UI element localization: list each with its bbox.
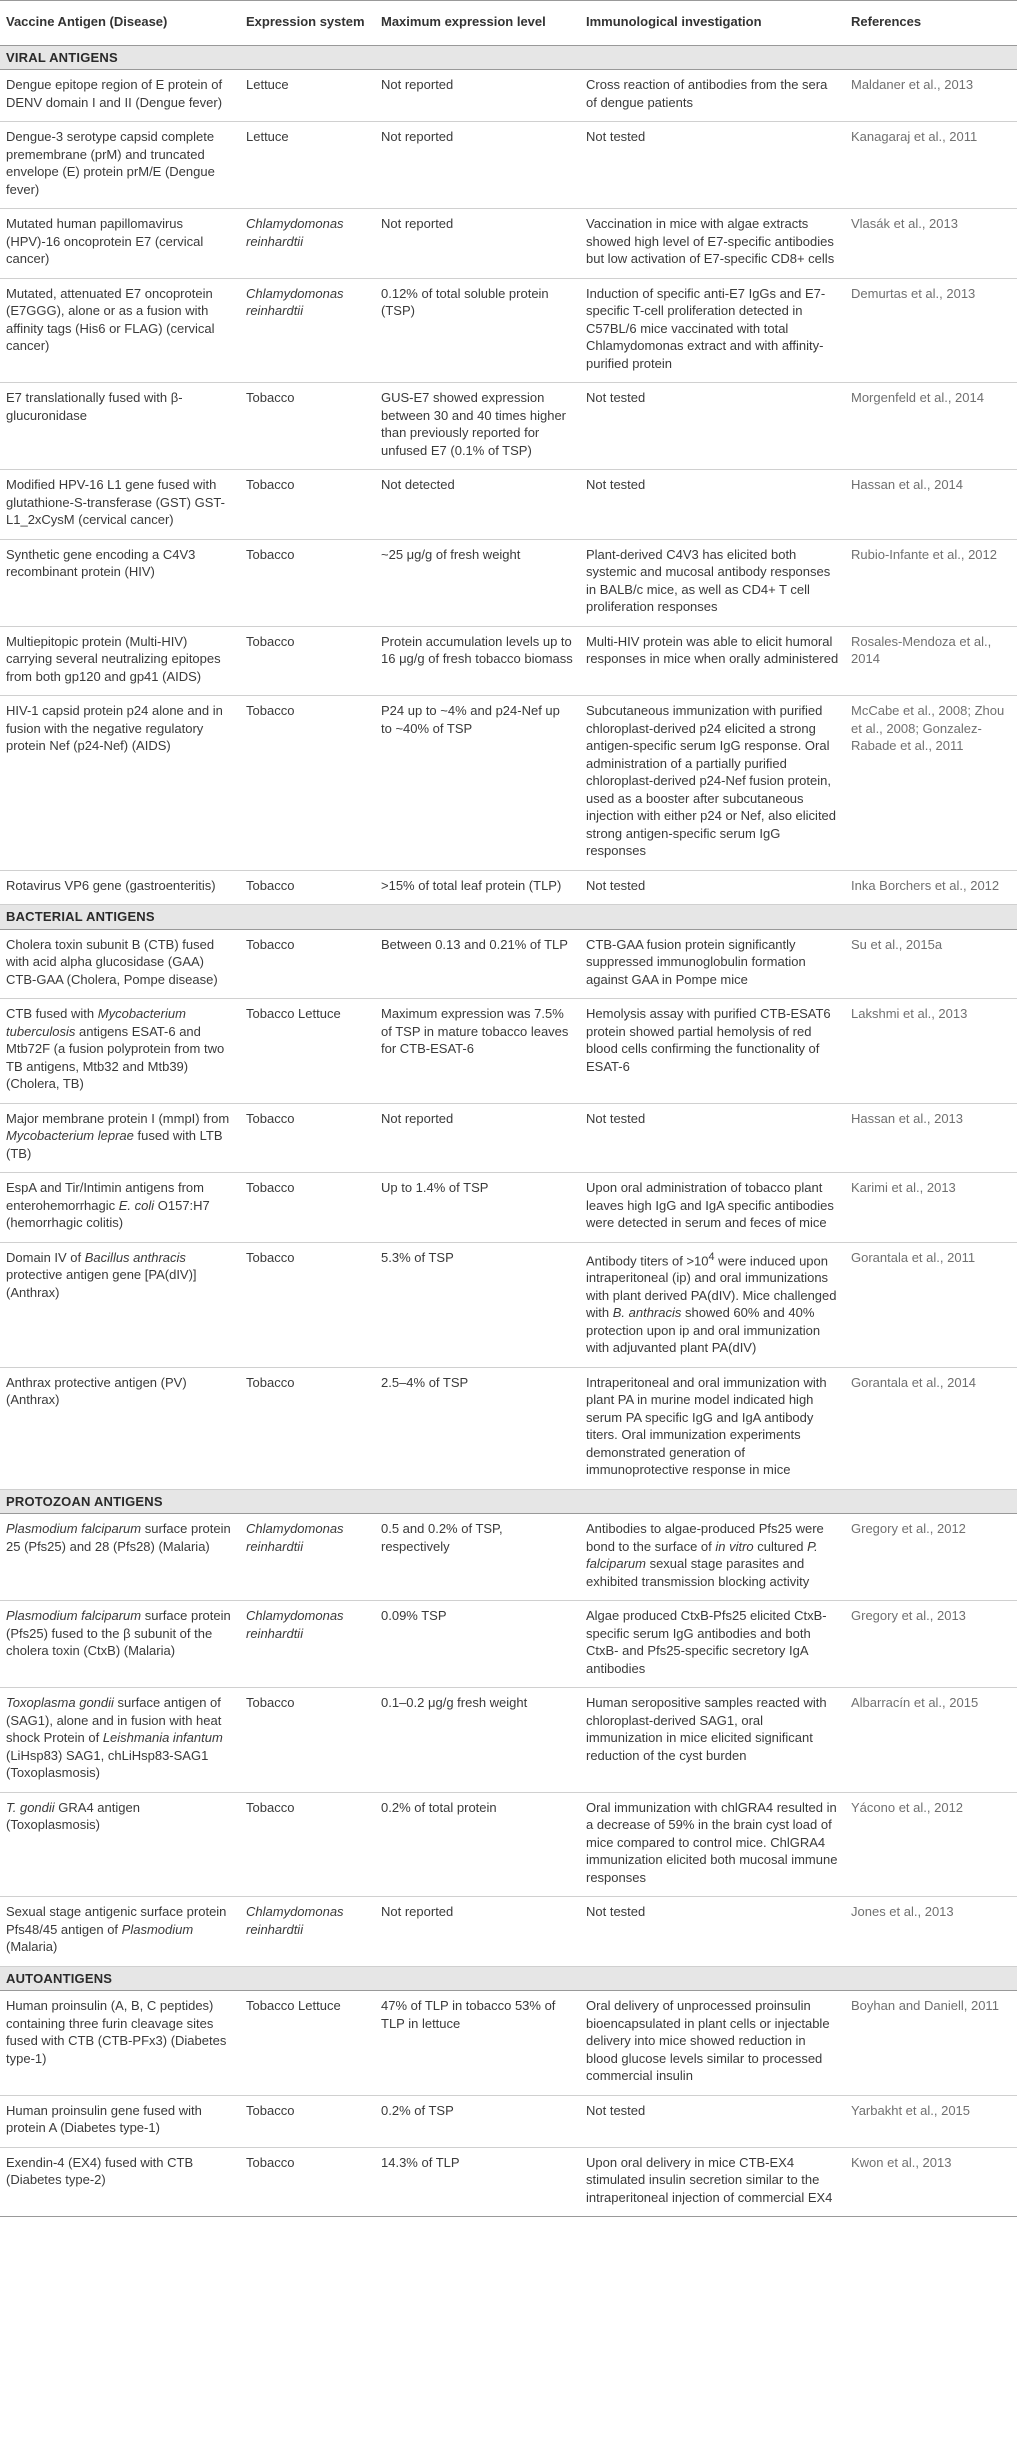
cell-expression-level: 5.3% of TSP: [375, 1242, 580, 1367]
cell-immunological-investigation: Not tested: [580, 2095, 845, 2147]
cell-immunological-investigation: Intraperitoneal and oral immunization with plant PA in murine model indicated high serum PA specific IgG and IgA antibody titers. Oral immunization experiments demonstrated generation of immunoprotective response in mice: [580, 1367, 845, 1489]
cell-expression-system: Chlamydomonas reinhardtii: [240, 1514, 375, 1601]
table-row: [0, 1514, 1017, 1601]
cell-expression-system: Chlamydomonas reinhardtii: [240, 1897, 375, 1967]
cell-expression-system: Tobacco: [240, 1103, 375, 1173]
cell-expression-level: Not reported: [375, 1897, 580, 1967]
section-title: AUTOANTIGENS: [0, 1966, 1017, 1991]
cell-expression-level: P24 up to ~4% and p24-Nef up to ~40% of TSP: [375, 696, 580, 871]
cell-immunological-investigation: CTB-GAA fusion protein significantly suppressed immunoglobulin formation against GAA in Pompe mice: [580, 929, 845, 999]
cell-antigen: Sexual stage antigenic surface protein Pfs48/45 antigen of Plasmodium (Malaria): [0, 1897, 240, 1967]
header-immunological-investigation: Immunological investigation: [580, 1, 845, 46]
cell-immunological-investigation: Vaccination in mice with algae extracts showed high level of E7-specific antibodies but low activation of E7-specific CD8+ cells: [580, 209, 845, 279]
cell-reference: Hassan et al., 2013: [845, 1103, 1017, 1173]
cell-reference: Gorantala et al., 2011: [845, 1242, 1017, 1367]
cell-antigen: E7 translationally fused with β-glucuronidase: [0, 383, 240, 470]
cell-reference: Kwon et al., 2013: [845, 2147, 1017, 2217]
cell-expression-level: 2.5–4% of TSP: [375, 1367, 580, 1489]
cell-expression-system: Chlamydomonas reinhardtii: [240, 209, 375, 279]
cell-expression-system: Tobacco: [240, 1792, 375, 1897]
cell-immunological-investigation: Oral delivery of unprocessed proinsulin bioencapsulated in plant cells or injectable delivery into mice showed reduction in blood glucose levels similar to processed commercial insulin: [580, 1991, 845, 2096]
cell-antigen: Rotavirus VP6 gene (gastroenteritis): [0, 870, 240, 905]
cell-reference: Hassan et al., 2014: [845, 470, 1017, 540]
cell-expression-system: Tobacco: [240, 539, 375, 626]
table-row: [0, 1103, 1017, 1173]
cell-antigen: Dengue epitope region of E protein of DENV domain I and II (Dengue fever): [0, 70, 240, 122]
cell-antigen: Dengue-3 serotype capsid complete premembrane (prM) and truncated envelope (E) protein prM/E (Dengue fever): [0, 122, 240, 209]
cell-immunological-investigation: Not tested: [580, 1897, 845, 1967]
cell-expression-system: Tobacco: [240, 470, 375, 540]
cell-expression-system: Chlamydomonas reinhardtii: [240, 278, 375, 383]
cell-expression-system: Tobacco: [240, 929, 375, 999]
cell-expression-system: Lettuce: [240, 122, 375, 209]
cell-reference: Gorantala et al., 2014: [845, 1367, 1017, 1489]
table-row: [0, 626, 1017, 696]
cell-reference: Gregory et al., 2012: [845, 1514, 1017, 1601]
cell-immunological-investigation: Upon oral administration of tobacco plant leaves high IgG and IgA specific antibodies were detected in serum and feces of mice: [580, 1173, 845, 1243]
table-row: [0, 470, 1017, 540]
cell-immunological-investigation: Not tested: [580, 122, 845, 209]
section-header-row: [0, 1489, 1017, 1514]
cell-expression-level: Not reported: [375, 1103, 580, 1173]
cell-expression-system: Tobacco: [240, 1173, 375, 1243]
cell-reference: Gregory et al., 2013: [845, 1601, 1017, 1688]
cell-expression-level: Not reported: [375, 209, 580, 279]
cell-expression-level: Protein accumulation levels up to 16 μg/g of fresh tobacco biomass: [375, 626, 580, 696]
section-header-row: [0, 45, 1017, 70]
cell-expression-level: Not reported: [375, 122, 580, 209]
cell-expression-system: Lettuce: [240, 70, 375, 122]
table-row: [0, 209, 1017, 279]
cell-antigen: Human proinsulin (A, B, C peptides) containing three furin cleavage sites fused with CTB (CTB-PFx3) (Diabetes type-1): [0, 1991, 240, 2096]
table-body: [0, 45, 1017, 2217]
cell-reference: Maldaner et al., 2013: [845, 70, 1017, 122]
section-title: VIRAL ANTIGENS: [0, 45, 1017, 70]
cell-immunological-investigation: Plant-derived C4V3 has elicited both systemic and mucosal antibody responses in BALB/c mice, as well as CD4+ T cell proliferation responses: [580, 539, 845, 626]
cell-antigen: Exendin-4 (EX4) fused with CTB (Diabetes type-2): [0, 2147, 240, 2217]
cell-expression-level: 0.12% of total soluble protein (TSP): [375, 278, 580, 383]
cell-reference: Su et al., 2015a: [845, 929, 1017, 999]
cell-expression-system: Tobacco: [240, 2095, 375, 2147]
cell-immunological-investigation: Not tested: [580, 383, 845, 470]
cell-expression-level: Maximum expression was 7.5% of TSP in mature tobacco leaves for CTB-ESAT-6: [375, 999, 580, 1104]
cell-expression-system: Tobacco: [240, 696, 375, 871]
cell-immunological-investigation: Not tested: [580, 1103, 845, 1173]
cell-expression-level: 47% of TLP in tobacco 53% of TLP in lettuce: [375, 1991, 580, 2096]
cell-reference: Albarracín et al., 2015: [845, 1688, 1017, 1793]
cell-antigen: Modified HPV-16 L1 gene fused with glutathione-S-transferase (GST) GST-L1_2xCysM (cervical cancer): [0, 470, 240, 540]
table-row: [0, 929, 1017, 999]
cell-expression-level: ~25 μg/g of fresh weight: [375, 539, 580, 626]
cell-expression-level: 0.2% of TSP: [375, 2095, 580, 2147]
table-row: [0, 1792, 1017, 1897]
table-row: [0, 2095, 1017, 2147]
table-row: [0, 1897, 1017, 1967]
cell-expression-level: Not detected: [375, 470, 580, 540]
cell-expression-system: Tobacco: [240, 626, 375, 696]
header-antigen: Vaccine Antigen (Disease): [0, 1, 240, 46]
cell-expression-level: 0.5 and 0.2% of TSP, respectively: [375, 1514, 580, 1601]
cell-expression-system: Tobacco: [240, 2147, 375, 2217]
cell-reference: Vlasák et al., 2013: [845, 209, 1017, 279]
cell-immunological-investigation: Not tested: [580, 470, 845, 540]
cell-antigen: Cholera toxin subunit B (CTB) fused with acid alpha glucosidase (GAA) CTB-GAA (Cholera, Pompe disease): [0, 929, 240, 999]
cell-expression-level: >15% of total leaf protein (TLP): [375, 870, 580, 905]
table-row: [0, 1367, 1017, 1489]
table-row: [0, 539, 1017, 626]
cell-expression-system: Tobacco Lettuce: [240, 1991, 375, 2096]
cell-reference: Jones et al., 2013: [845, 1897, 1017, 1967]
cell-antigen: Mutated human papillomavirus (HPV)-16 oncoprotein E7 (cervical cancer): [0, 209, 240, 279]
table-row: [0, 1991, 1017, 2096]
table-row: [0, 278, 1017, 383]
cell-antigen: Synthetic gene encoding a C4V3 recombinant protein (HIV): [0, 539, 240, 626]
table-row: [0, 1688, 1017, 1793]
cell-expression-system: Tobacco: [240, 1242, 375, 1367]
section-header-row: [0, 905, 1017, 930]
cell-expression-system: Tobacco: [240, 383, 375, 470]
section-title: BACTERIAL ANTIGENS: [0, 905, 1017, 930]
header-expression-system: Expression system: [240, 1, 375, 46]
cell-immunological-investigation: Hemolysis assay with purified CTB-ESAT6 protein showed partial hemolysis of red blood cells confirming the functionality of ESAT-6: [580, 999, 845, 1104]
table-row: [0, 1242, 1017, 1367]
table-row: [0, 870, 1017, 905]
table-row: [0, 999, 1017, 1104]
cell-reference: McCabe et al., 2008; Zhou et al., 2008; Gonzalez-Rabade et al., 2011: [845, 696, 1017, 871]
cell-antigen: Major membrane protein I (mmpI) from Mycobacterium leprae fused with LTB (TB): [0, 1103, 240, 1173]
cell-immunological-investigation: Upon oral delivery in mice CTB-EX4 stimulated insulin secretion similar to the intraperitoneal injection of commercial EX4: [580, 2147, 845, 2217]
cell-reference: Lakshmi et al., 2013: [845, 999, 1017, 1104]
cell-reference: Rosales-Mendoza et al., 2014: [845, 626, 1017, 696]
cell-reference: Karimi et al., 2013: [845, 1173, 1017, 1243]
cell-expression-level: Up to 1.4% of TSP: [375, 1173, 580, 1243]
cell-immunological-investigation: Algae produced CtxB-Pfs25 elicited CtxB-specific serum IgG antibodies and both CtxB- and Pfs25-specific secretory IgA antibodies: [580, 1601, 845, 1688]
cell-reference: Yarbakht et al., 2015: [845, 2095, 1017, 2147]
cell-antigen: Mutated, attenuated E7 oncoprotein (E7GGG), alone or as a fusion with affinity tags (His6 or FLAG) (cervical cancer): [0, 278, 240, 383]
cell-reference: Demurtas et al., 2013: [845, 278, 1017, 383]
header-references: References: [845, 1, 1017, 46]
cell-antigen: Multiepitopic protein (Multi-HIV) carrying several neutralizing epitopes from both gp120 and gp41 (AIDS): [0, 626, 240, 696]
cell-immunological-investigation: Subcutaneous immunization with purified chloroplast-derived p24 elicited a strong antigen-specific serum IgG response. Oral administration of a partially purified chloroplast-derived p24-Nef fusion protein, used as a booster after subcutaneous injection with either p24 or Nef, also elicited strong antigen-specific serum IgG responses: [580, 696, 845, 871]
cell-expression-level: GUS-E7 showed expression between 30 and 40 times higher than previously reported for unfused E7 (0.1% of TSP): [375, 383, 580, 470]
cell-reference: Inka Borchers et al., 2012: [845, 870, 1017, 905]
cell-antigen: Plasmodium falciparum surface protein 25 (Pfs25) and 28 (Pfs28) (Malaria): [0, 1514, 240, 1601]
cell-antigen: CTB fused with Mycobacterium tuberculosis antigens ESAT-6 and Mtb72F (a fusion polyprotein from two TB antigens, Mtb32 and Mtb39) (Cholera, TB): [0, 999, 240, 1104]
section-header-row: [0, 1966, 1017, 1991]
table-row: [0, 70, 1017, 122]
cell-expression-system: Tobacco: [240, 870, 375, 905]
cell-immunological-investigation: Not tested: [580, 870, 845, 905]
cell-immunological-investigation: Antibody titers of $>10^4$ were induced upon intraperitoneal (ip) and oral immunizations with plant derived PA(dIV). Mice challenged with B. anthracis showed 60% and 40% protection upon ip and oral immunization with adjuvanted plant PA(dIV): [580, 1242, 845, 1367]
cell-immunological-investigation: Oral immunization with chlGRA4 resulted in a decrease of 59% in the brain cyst load of mice compared to control mice. ChlGRA4 immunization elicited both mucosal immune responses: [580, 1792, 845, 1897]
cell-reference: Rubio-Infante et al., 2012: [845, 539, 1017, 626]
cell-reference: Boyhan and Daniell, 2011: [845, 1991, 1017, 2096]
table-row: [0, 1173, 1017, 1243]
cell-antigen: HIV-1 capsid protein p24 alone and in fusion with the negative regulatory protein Nef (p24-Nef) (AIDS): [0, 696, 240, 871]
cell-antigen: EspA and Tir/Intimin antigens from enterohemorrhagic E. coli O157:H7 (hemorrhagic colitis): [0, 1173, 240, 1243]
table-row: [0, 122, 1017, 209]
cell-expression-level: 0.1–0.2 μg/g fresh weight: [375, 1688, 580, 1793]
cell-immunological-investigation: Cross reaction of antibodies from the sera of dengue patients: [580, 70, 845, 122]
cell-expression-level: 14.3% of TLP: [375, 2147, 580, 2217]
cell-immunological-investigation: Human seropositive samples reacted with chloroplast-derived SAG1, oral immunization in mice elicited significant reduction of the cyst burden: [580, 1688, 845, 1793]
cell-expression-system: Chlamydomonas reinhardtii: [240, 1601, 375, 1688]
table-row: [0, 696, 1017, 871]
cell-antigen: T. gondii GRA4 antigen (Toxoplasmosis): [0, 1792, 240, 1897]
cell-immunological-investigation: Induction of specific anti-E7 IgGs and E7-specific T-cell proliferation detected in C57BL/6 mice vaccinated with total Chlamydomonas extract and with affinity-purified protein: [580, 278, 845, 383]
cell-expression-level: 0.09% TSP: [375, 1601, 580, 1688]
cell-immunological-investigation: Antibodies to algae-produced Pfs25 were bond to the surface of in vitro cultured P. falciparum sexual stage parasites and exhibited transmission blocking activity: [580, 1514, 845, 1601]
cell-expression-system: Tobacco Lettuce: [240, 999, 375, 1104]
cell-expression-level: Between 0.13 and 0.21% of TLP: [375, 929, 580, 999]
cell-antigen: Anthrax protective antigen (PV) (Anthrax): [0, 1367, 240, 1489]
table-row: [0, 2147, 1017, 2217]
header-expression-level: Maximum expression level: [375, 1, 580, 46]
cell-reference: Kanagaraj et al., 2011: [845, 122, 1017, 209]
cell-reference: Yácono et al., 2012: [845, 1792, 1017, 1897]
cell-immunological-investigation: Multi-HIV protein was able to elicit humoral responses in mice when orally administered: [580, 626, 845, 696]
cell-expression-level: Not reported: [375, 70, 580, 122]
cell-antigen: Domain IV of Bacillus anthracis protective antigen gene [PA(dIV)] (Anthrax): [0, 1242, 240, 1367]
cell-expression-system: Tobacco: [240, 1367, 375, 1489]
table-row: [0, 1601, 1017, 1688]
cell-antigen: Plasmodium falciparum surface protein (Pfs25) fused to the β subunit of the cholera toxin (CtxB) (Malaria): [0, 1601, 240, 1688]
cell-expression-level: 0.2% of total protein: [375, 1792, 580, 1897]
cell-antigen: Toxoplasma gondii surface antigen of (SAG1), alone and in fusion with heat shock Protein of Leishmania infantum (LiHsp83) SAG1, chLiHsp83-SAG1 (Toxoplasmosis): [0, 1688, 240, 1793]
cell-reference: Morgenfeld et al., 2014: [845, 383, 1017, 470]
cell-antigen: Human proinsulin gene fused with protein A (Diabetes type-1): [0, 2095, 240, 2147]
table-header-row: [0, 1, 1017, 46]
table-row: [0, 383, 1017, 470]
cell-expression-system: Tobacco: [240, 1688, 375, 1793]
section-title: PROTOZOAN ANTIGENS: [0, 1489, 1017, 1514]
